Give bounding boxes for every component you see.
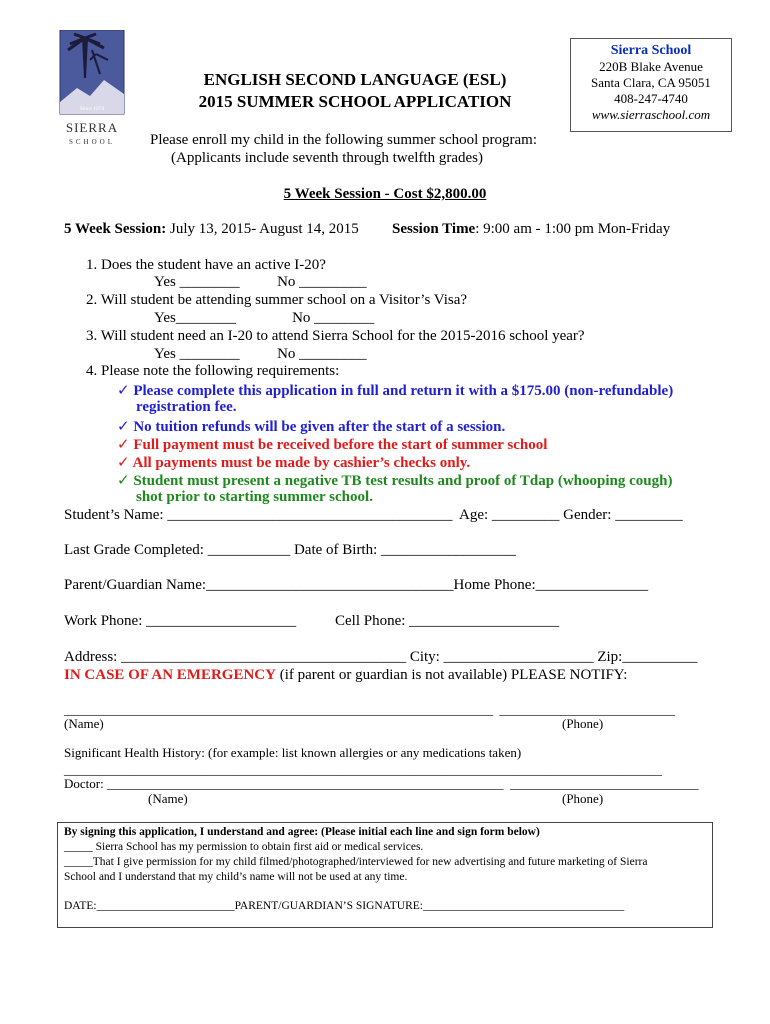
requirement-1: ✓ Please complete this application in full and return it with a $175.00 (non-refundable) bbox=[117, 383, 674, 399]
svg-text:Since 1974: Since 1974 bbox=[79, 106, 105, 112]
intro-line1: Please enroll my child in the following summer school program: bbox=[150, 132, 538, 148]
school-address-box bbox=[570, 38, 732, 132]
agreement-heading: By signing this application, I understand and agree: (Please initial each line and sign form below) bbox=[64, 826, 540, 838]
emergency-name-label: (Name) bbox=[64, 716, 104, 731]
question-1-options[interactable]: Yes ________ No _________ bbox=[154, 274, 367, 290]
emergency-label: IN CASE OF AN EMERGENCY bbox=[64, 667, 276, 683]
form-title-line1: ENGLISH SECOND LANGUAGE (ESL) bbox=[203, 70, 507, 89]
question-3-options[interactable]: Yes ________ No _________ bbox=[154, 346, 367, 362]
signature-date-line[interactable]: DATE:________________________PARENT/GUARDIAN’S SIGNATURE:___________________________________ bbox=[64, 900, 625, 912]
session-time-label: Session Time bbox=[392, 221, 476, 237]
checkmark-icon: ✓ bbox=[117, 473, 130, 489]
question-2: 2. Will student be attending summer school on a Visitor’s Visa? bbox=[86, 292, 468, 308]
health-history-label: Significant Health History: (for example: list known allergies or any medications taken) bbox=[64, 745, 522, 760]
session-dates: July 13, 2015- August 14, 2015 bbox=[170, 221, 359, 237]
health-history-line[interactable]: ____________________________________________________________________________________________ bbox=[64, 762, 662, 777]
sierra-school-logo bbox=[52, 30, 132, 148]
question-4: 4. Please note the following requirements: bbox=[86, 363, 340, 379]
cell-phone-field[interactable]: Cell Phone: ____________________ bbox=[335, 613, 560, 629]
intro-line2: (Applicants include seventh through twelfth grades) bbox=[171, 150, 483, 166]
school-street: 220B Blake Avenue bbox=[599, 59, 703, 74]
agreement-line-3: School and I understand that my child’s name will not be used at any time. bbox=[64, 871, 408, 883]
school-website: www.sierraschool.com bbox=[591, 107, 711, 122]
requirement-4: ✓ All payments must be made by cashier’s checks only. bbox=[117, 455, 471, 471]
svg-text:SIERRA: SIERRA bbox=[65, 120, 119, 135]
school-city: Santa Clara, CA 95051 bbox=[591, 75, 711, 90]
doctor-name-label: (Name) bbox=[148, 791, 188, 806]
checkmark-icon: ✓ bbox=[117, 419, 130, 435]
session-time: : 9:00 am - 1:00 pm Mon-Friday bbox=[475, 221, 671, 237]
svg-text:SCHOOL: SCHOOL bbox=[68, 138, 116, 146]
address-field[interactable]: Address: ______________________________________ City: ____________________ Zip:__________ bbox=[64, 649, 698, 665]
emergency-contact-line[interactable]: __________________________________________________________________ ___________________________ bbox=[64, 702, 675, 717]
requirement-3: ✓ Full payment must be received before the start of summer school bbox=[117, 437, 548, 453]
school-phone: 408-247-4740 bbox=[614, 91, 688, 106]
checkmark-icon: ✓ bbox=[117, 437, 130, 453]
agreement-box bbox=[57, 822, 713, 928]
requirement-5: ✓ Student must present a negative TB test results and proof of Tdap (whooping cough) bbox=[117, 473, 673, 489]
checkmark-icon: ✓ bbox=[117, 455, 130, 471]
doctor-phone-label: (Phone) bbox=[562, 791, 604, 806]
question-1: 1. Does the student have an active I-20? bbox=[86, 257, 326, 273]
work-phone-field[interactable]: Work Phone: ____________________ bbox=[64, 613, 297, 629]
emergency-heading bbox=[64, 667, 627, 684]
emergency-text: (if parent or guardian is not available) PLEASE NOTIFY: bbox=[275, 667, 628, 683]
question-2-options[interactable]: Yes________ No ________ bbox=[154, 310, 375, 326]
grade-dob-field[interactable]: Last Grade Completed: ___________ Date of Birth: __________________ bbox=[64, 542, 517, 558]
emergency-phone-label: (Phone) bbox=[562, 716, 604, 731]
requirement-1-cont: registration fee. bbox=[136, 399, 237, 415]
session-dates-row bbox=[64, 221, 359, 238]
student-name-field[interactable]: Student’s Name: ______________________________________ Age: _________ Gender: _________ bbox=[64, 507, 683, 523]
doctor-field[interactable]: Doctor: _____________________________________________________________ _____________________________ bbox=[64, 776, 699, 791]
school-name: Sierra School bbox=[610, 43, 692, 58]
session-time-row bbox=[392, 221, 670, 238]
question-3: 3. Will student need an I-20 to attend Sierra School for the 2015-2016 school year? bbox=[86, 328, 585, 344]
requirement-5-cont: shot prior to starting summer school. bbox=[136, 489, 373, 505]
session-label: 5 Week Session: bbox=[64, 221, 167, 237]
agreement-line-1[interactable]: _____ Sierra School has my permission to obtain first aid or medical services. bbox=[64, 841, 424, 853]
checkmark-icon: ✓ bbox=[117, 383, 130, 399]
requirement-2: ✓ No tuition refunds will be given after the start of a session. bbox=[117, 419, 506, 435]
parent-name-field[interactable]: Parent/Guardian Name:_________________________________Home Phone:_______________ bbox=[64, 577, 649, 593]
session-heading: 5 Week Session - Cost $2,800.00 bbox=[283, 186, 487, 202]
form-title-line2: 2015 SUMMER SCHOOL APPLICATION bbox=[198, 92, 512, 111]
agreement-line-2[interactable]: _____That I give permission for my child filmed/photographed/interviewed for new advertising and future marketing of Sierra bbox=[64, 856, 648, 868]
